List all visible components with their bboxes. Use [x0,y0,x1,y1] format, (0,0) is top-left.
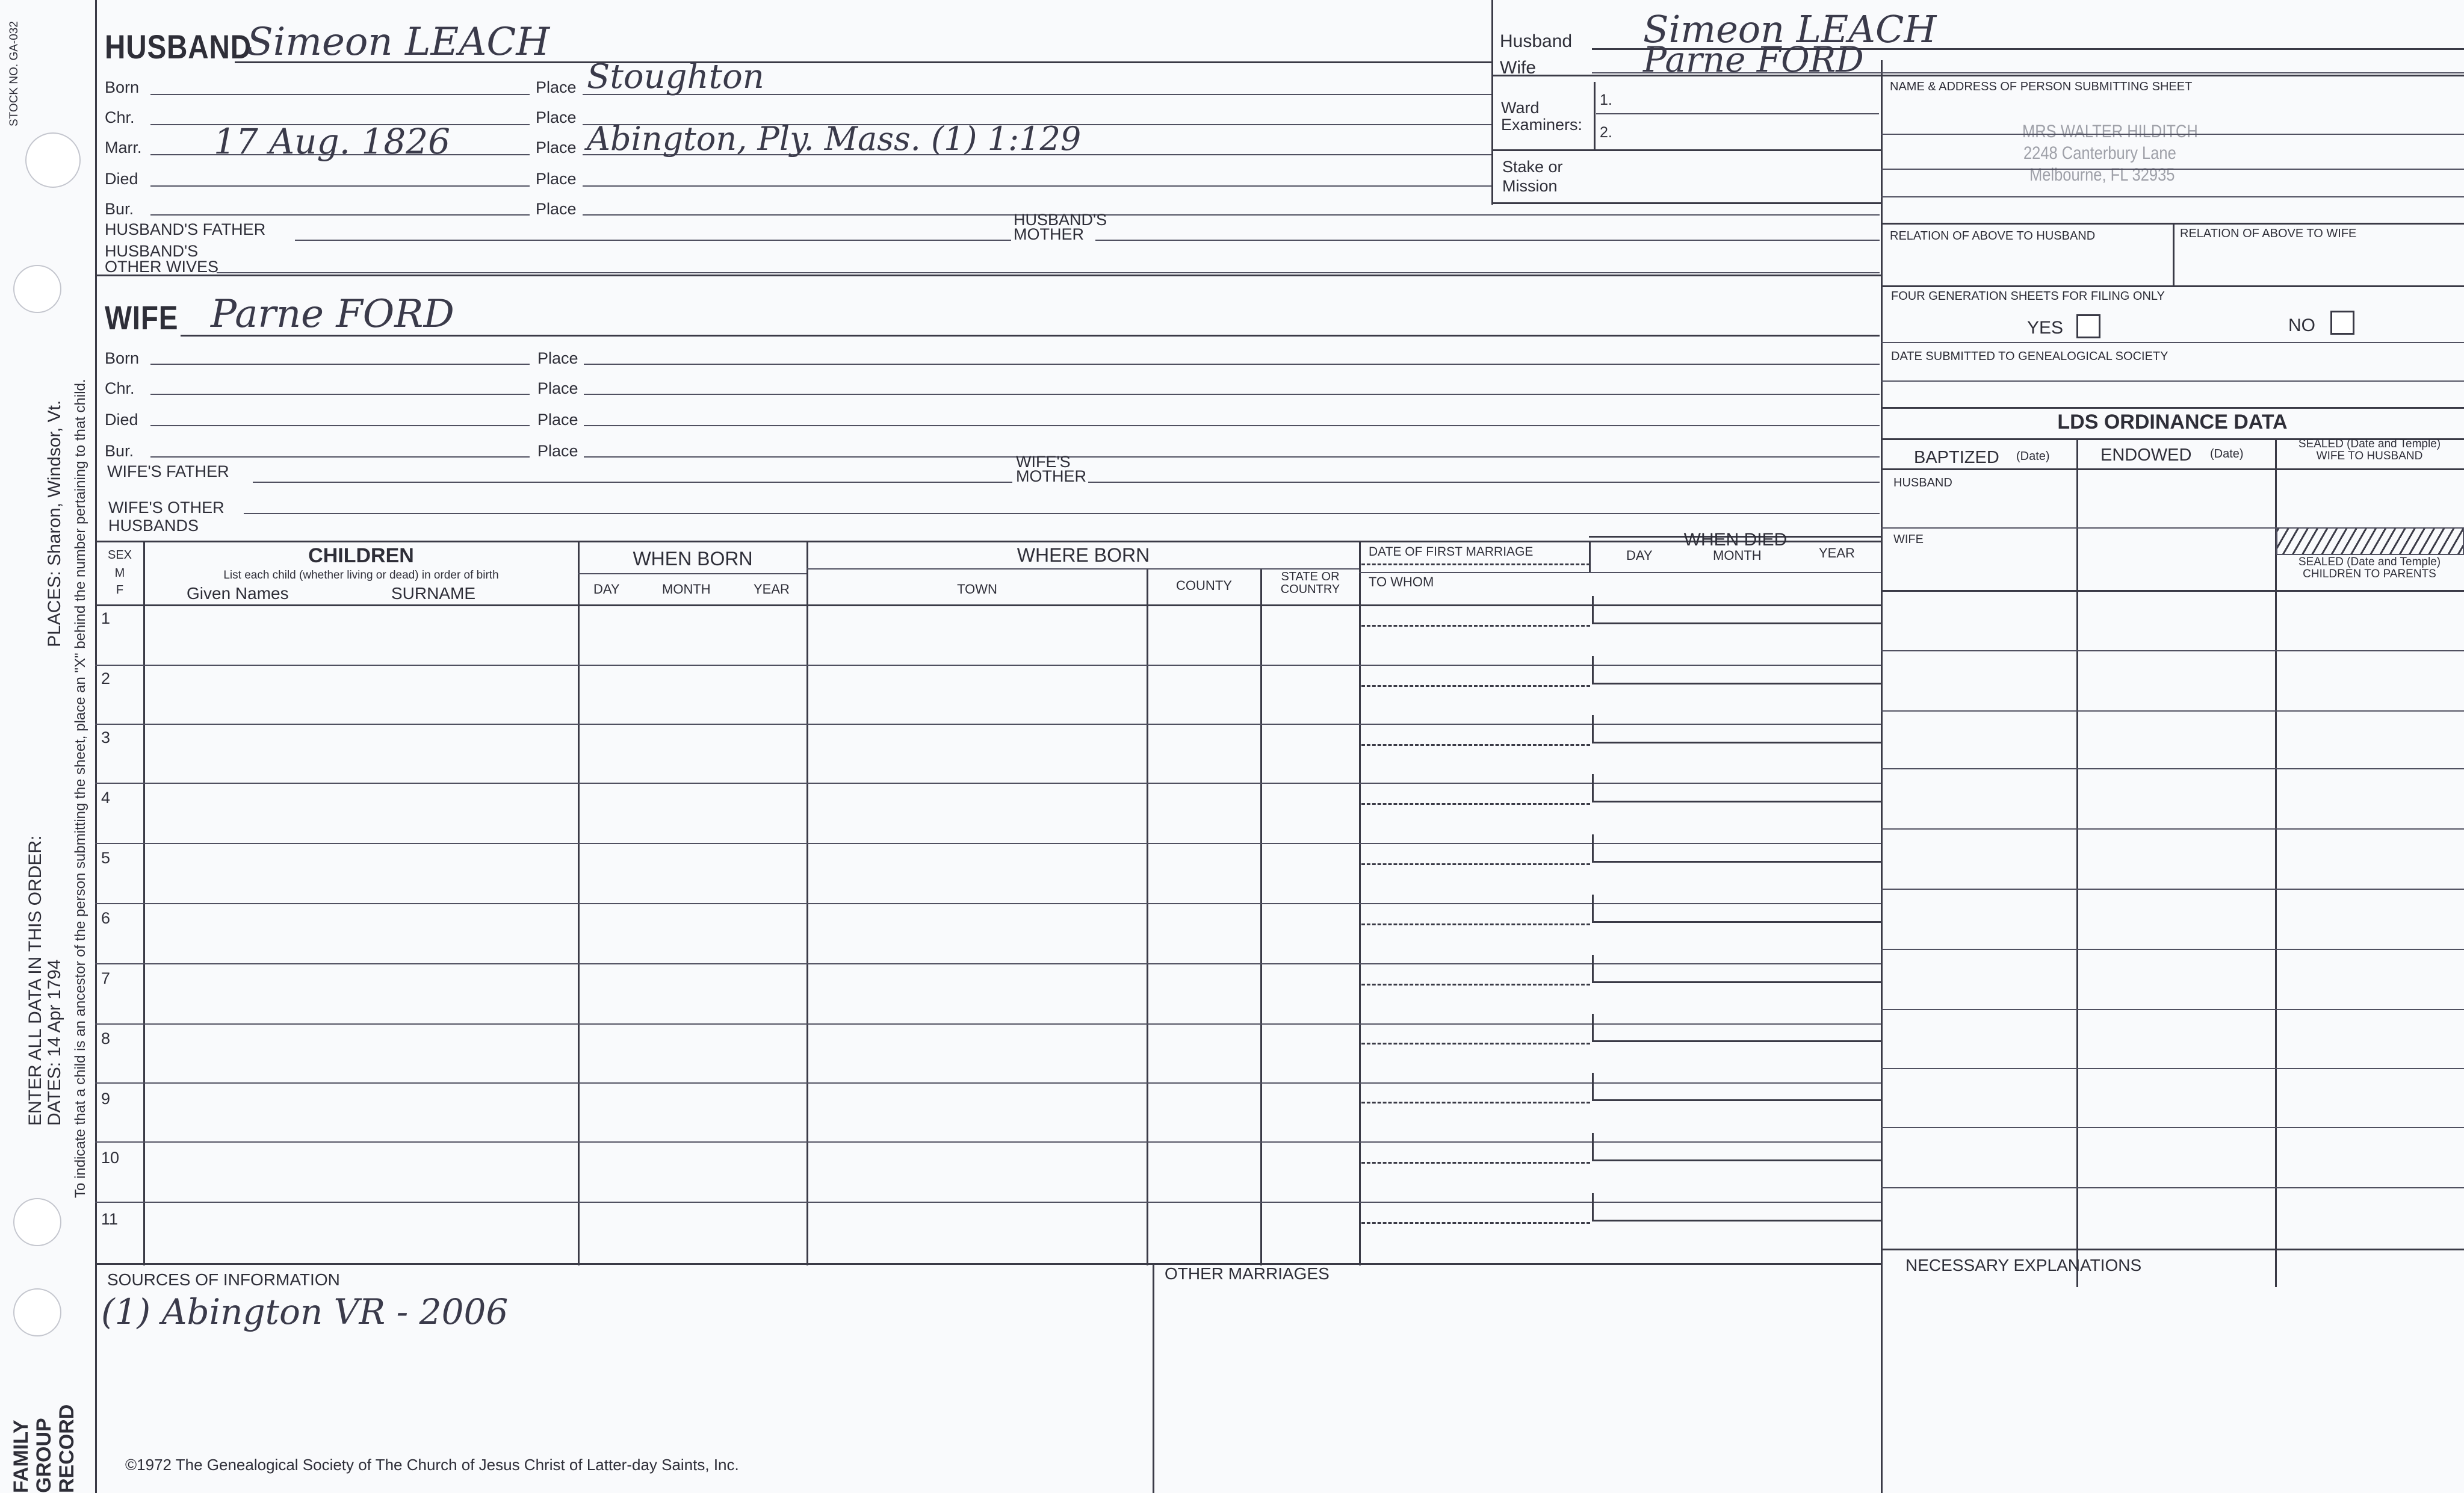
table-row[interactable] [95,963,1881,964]
husband-died-label: Died [105,170,138,188]
place-label: Place [537,411,578,429]
wife-died-field[interactable] [150,425,530,426]
wife-father-field[interactable] [253,482,1012,483]
place-label: Place [537,379,578,397]
table-row[interactable] [95,724,1881,725]
to-whom-label: TO WHOM [1369,574,1434,589]
wife-chr-label: Chr. [105,379,135,397]
ancestor-instruction: To indicate that a child is an ancestor of the person submitting the sheet, place an "X" behind the number pertaining to that child. [72,379,88,1198]
enter-order-note: ENTER ALL DATA IN THIS ORDER: [25,835,45,1126]
stock-number: STOCK NO. GA-032 [8,21,20,126]
yes-checkbox[interactable] [2076,314,2100,338]
other-marriages-label: OTHER MARRIAGES [1165,1264,1330,1283]
sealed-wife-label: SEALED (Date and Temple) WIFE TO HUSBAND [2298,438,2441,462]
wife-mother-field[interactable] [1088,482,1880,483]
child-row-number: 8 [101,1029,111,1048]
day-label: DAY [1626,548,1653,563]
four-generation-label: FOUR GENERATION SHEETS FOR FILING ONLY [1891,290,2165,303]
child-row-number: 6 [101,909,111,927]
punch-hole [13,1288,61,1336]
year-label: YEAR [1819,545,1855,560]
place-label: Place [536,108,577,126]
table-row[interactable] [95,843,1881,844]
place-label: Place [537,442,578,460]
stake-label: Stake or [1502,158,1563,176]
wife-mother-label: MOTHER [1016,467,1086,485]
husband-father-field[interactable] [295,240,1011,241]
hatched-cell [2276,527,2464,555]
no-checkbox[interactable] [2330,311,2354,335]
right-panel-divider [1881,60,1883,1493]
husband-other-wives-label: OTHER WIVES [105,258,219,276]
husband-born-field[interactable] [150,94,530,95]
husband-heading: HUSBAND [105,28,252,66]
wife-heading: WIFE [105,299,179,337]
sources-value[interactable]: (1) Abington VR - 2006 [101,1291,509,1332]
copyright-notice: ©1972 The Genealogical Society of The Church of Jesus Christ of Latter-day Saints, Inc. [125,1456,739,1474]
when-born-label: WHEN BORN [633,548,753,570]
lds-wife-row-label: WIFE [1893,533,1924,546]
place-label: Place [536,138,577,157]
relation-wife-label: RELATION OF ABOVE TO WIFE [2180,227,2357,240]
husband-mother-field[interactable] [1095,240,1880,241]
table-row[interactable] [95,1023,1881,1025]
lds-husband-row-label: HUSBAND [1893,476,1952,489]
relation-husband-label: RELATION OF ABOVE TO HUSBAND [1890,229,2096,243]
ward-label: Examiners: [1501,116,1583,134]
husband-bur-label: Bur. [105,200,134,218]
child-row-number: 3 [101,728,111,746]
date-submitted-label: DATE SUBMITTED TO GENEALOGICAL SOCIETY [1891,350,2168,363]
no-label: NO [2288,315,2315,335]
wife-born-field[interactable] [150,364,530,365]
husband-other-wives-label: HUSBAND'S [105,242,199,260]
where-born-label: WHERE BORN [1017,544,1150,566]
submitter-label: NAME & ADDRESS OF PERSON SUBMITTING SHEET [1890,80,2193,93]
child-row-number: 11 [101,1210,119,1228]
child-row-number: 1 [101,609,111,627]
punch-hole [13,265,61,313]
table-row[interactable] [95,903,1881,904]
punch-hole [25,132,81,188]
table-row[interactable] [95,665,1881,666]
given-names-label: Given Names [187,584,289,603]
surname-label: SURNAME [391,584,476,603]
state-country-label: STATE OR COUNTRY [1280,570,1340,596]
sex-f-label: F [116,583,124,597]
main-left-border [95,0,97,1493]
husband-marr-label: Marr. [105,138,142,157]
record-title: GROUP [33,1418,55,1493]
punch-hole [13,1198,61,1246]
wife-other-husbands-label: HUSBANDS [108,517,199,535]
month-label: MONTH [662,582,711,597]
place-label: Place [536,78,577,96]
table-row[interactable] [95,1082,1881,1084]
top-husband-label: Husband [1500,31,1573,51]
dates-note: DATES: 14 Apr 1794 [45,959,64,1126]
place-label: Place [536,200,577,218]
wife-other-husbands-field[interactable] [244,513,1880,514]
top-wife-label: Wife [1500,58,1536,78]
necessary-explanations-label: NECESSARY EXPLANATIONS [1905,1256,2142,1274]
date-submitted-field[interactable] [1881,380,2464,382]
husband-marr-place-value[interactable]: Abington, Ply. Mass. (1) 1:129 [587,120,1082,158]
child-row-number: 4 [101,789,111,807]
baptized-label: BAPTIZED [1914,448,1999,467]
wife-born-label: Born [105,349,140,367]
year-label: YEAR [754,582,790,597]
husband-other-wives-field[interactable] [217,272,1880,273]
submitter-stamp-street: 2248 Canterbury Lane [2023,143,2176,163]
sex-label: SEX [107,548,132,562]
child-row-number: 10 [101,1149,120,1167]
county-label: COUNTY [1176,578,1232,593]
table-row[interactable] [95,783,1881,784]
wife-mother-label: WIFE'S [1016,453,1071,471]
first-marriage-label: DATE OF FIRST MARRIAGE [1369,545,1534,559]
ward-label: Ward [1501,99,1540,117]
child-row-number: 7 [101,969,111,987]
wife-other-husbands-label: WIFE'S OTHER [108,498,224,517]
husband-born-place-value[interactable]: Stoughton [587,57,764,96]
sources-label: SOURCES OF INFORMATION [107,1270,340,1289]
day-label: DAY [593,582,620,597]
examiner-1-label: 1. [1600,92,1612,108]
child-row-number: 5 [101,849,111,867]
top-wife-name-value[interactable]: Parne FORD [1643,39,1864,80]
husband-born-label: Born [105,78,140,96]
husband-marr-date-value[interactable]: 17 Aug. 1826 [214,121,451,162]
examiner-2-label: 2. [1600,124,1612,141]
sex-m-label: M [114,566,125,580]
husband-died-field[interactable] [150,185,530,187]
place-label: Place [537,349,578,367]
table-row[interactable] [95,1202,1881,1203]
place-label: Place [536,170,577,188]
wife-chr-field[interactable] [150,394,530,395]
yes-label: YES [2027,318,2064,338]
table-row[interactable] [95,1141,1881,1143]
husband-chr-label: Chr. [105,108,135,126]
sealed-children-label: SEALED (Date and Temple) CHILDREN TO PARENTS [2298,556,2441,580]
wife-died-label: Died [105,411,138,429]
date-note: (Date) [2210,447,2244,461]
submitter-stamp-name: MRS WALTER HILDITCH [2022,122,2198,141]
child-row-number: 2 [101,669,111,688]
wife-father-label: WIFE'S FATHER [107,462,229,480]
top-right-divider [1491,0,1493,205]
top-husband-name-value[interactable]: Simeon LEACH [1643,7,1937,51]
places-note: PLACES: Sharon, Windsor, Vt. [45,400,64,647]
wife-bur-field[interactable] [150,456,530,458]
date-note: (Date) [2016,450,2050,463]
husband-mother-label: MOTHER [1014,225,1084,243]
husband-father-label: HUSBAND'S FATHER [105,220,266,238]
submitter-stamp-city: Melbourne, FL 32935 [2029,165,2175,185]
record-title: FAMILY [10,1420,33,1493]
husband-mother-label: HUSBAND'S [1014,211,1107,229]
children-title: CHILDREN [308,544,414,567]
when-died-label: WHEN DIED [1683,530,1788,550]
child-row-number: 9 [101,1090,111,1108]
record-title: RECORD [55,1404,78,1493]
endowed-label: ENDOWED [2100,445,2192,465]
examiner-1-field[interactable] [1596,113,1879,114]
month-label: MONTH [1713,548,1762,563]
town-label: TOWN [957,582,997,597]
children-instruction: List each child (whether living or dead) in order of birth [223,569,499,582]
husband-name-value[interactable]: Simeon LEACH [247,20,550,64]
lds-title: LDS ORDINANCE DATA [2057,411,2288,433]
husband-bur-field[interactable] [150,214,530,216]
stake-label: Mission [1502,177,1558,195]
wife-name-value[interactable]: Parne FORD [211,292,454,337]
wife-bur-label: Bur. [105,442,134,460]
